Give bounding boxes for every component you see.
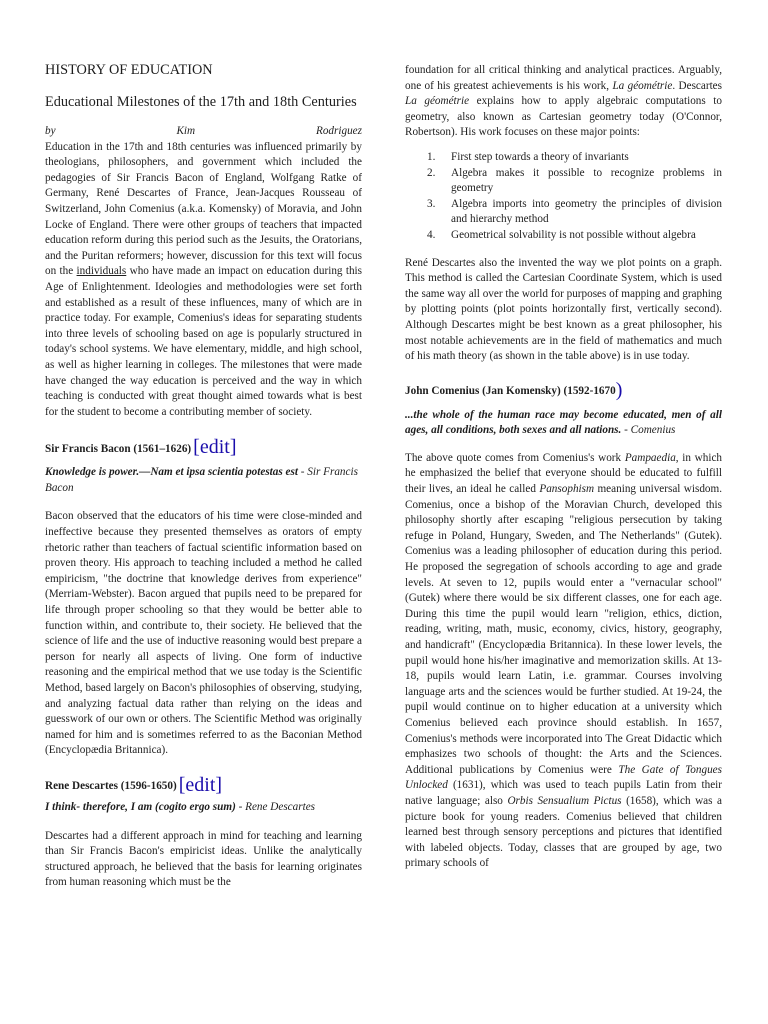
descartes-points-list [405,150,722,244]
intro-paragraph: Education in the 17th and 18th centuries was influenced primarily by theologians, philosophers, and government which included the pedagogies of Sir Francis Bacon of England, Wolfgang Ratke of Germany, René Descartes of France, Jean-Jacques Rousseau of Switzerland, John Comenius (a.k.a. Komensky) of Moravia, and John Locke of England. There were other groups of teachers that impacted education reform during this period such as the Jesuits, the Oratorians, and the Puritan reformers; however, discussion for this text will focus on the individuals who have made an impact on education during this Age of Enlightenment. Ideologies and methodologies were set forth and established as a result of these influences, many of which are in practice today. For example, Comenius's ideas for separating students into three levels of schooling based on age is popularly structured in today's school systems. We have elementary, middle, and high school, as well as higher learning in colleges. The milestones that were made have changed the way education is perceived and the way in which teaching is conducted with great thought aimed towards what is best for the student to become a contributing member of society. [45,140,363,418]
descartes-paragraph-left: Descartes had a different approach in mind for teaching and learning than Sir Francis Bacon's empiricist ideas. Unlike the analytically structured approach, he believed that the basis for learning originates from human reasoning which must be the [45,829,362,889]
page-title: HISTORY OF EDUCATION [45,62,213,78]
bacon-paragraph: Bacon observed that the educators of his time were close-minded and ineffective because they presented themselves as orators of empty rhetoric rather than teachers of factual scientific information based on proven theory. His approach to teaching included a method he called empiricism, "the doctrine that knowledge derives from experience" (Merriam-Webster). Bacon argued that pupils need to be prepared for life through proper schooling so that they would be better able to function within, and contribute to, their society. He believed that the science of life and the use of inductive reasoning would best prepare a person for nearly all aspects of living. One form of inductive reasoning and the empirical method that we use today is the Scientific Method, based largely on Bacon's philosophies of observing, studying, and analyzing factual data rather than relying on the ideas and guesswork of our own or others. The Scientific Method was originally named for him and is sometimes referred to as the Baconian Method (Encyclopædia Britannica). [45,510,362,757]
page-subtitle: Educational Milestones of the 17th and 18th Centuries [45,94,357,110]
byline [45,124,362,140]
descartes-quote: I think- therefore, I am (cogito ergo sum) - Rene Descartes [45,800,316,813]
individuals-link[interactable]: individuals [76,265,127,278]
list-item: 1. First step towards a theory of invariants [427,150,629,163]
descartes-paragraph-right: foundation for all critical thinking and analytical practices. Arguably, one of his greatest achievements is his work, La géométrie. Descartes La géométrie explains how to apply algebraic computations to geometry, also known as Cartesian geometry today (O'Connor, Robertson). His work focuses on these major points: [405,64,723,139]
list-item: 2. Algebra makes it possible to recognize problems in geometry [427,166,722,195]
list-item: 4. Geometrical solvability is not possible without algebra [427,228,696,241]
byline-first-name: Kim [176,125,196,137]
descartes-edit-link[interactable]: [ edit ] [179,775,222,795]
cartesian-paragraph: René Descartes also the invented the way we plot points on a graph. This method is called the Cartesian Coordinate System, which is used the same way all over the world for purposes of mapping and graphing by plotting points (plot points horizontally first, vertically second). Although Descartes might be best known as a great philosopher, his most notable achievements are in the field of mathematics and much of his math theory (as shown in the table above) is in use today. [405,256,722,363]
comenius-quote: ...the whole of the human race may become educated, men of all ages, all conditions, both sexes and all nations. - Comenius [405,408,722,437]
list-item: 3. Algebra imports into geometry the principles of division and hierarchy method [427,197,722,226]
byline-by: by [45,125,56,137]
comenius-paragraph: The above quote comes from Comenius's work Pampaedia, in which he emphasized the belief that everyone should be educated to fulfill their lives, an ideal he called Pansophism meaning universal wisdom. Comenius, once a bishop of the Moravian Church, developed this philosophy shortly after escaping "religious persecution by taking refuge in Poland, Hungary, Sweden, and The Netherlands" (Gutek). Comenius was a leading philosopher of education during this period. He proposed the segregation of schools according to age and grade levels. At seven to 12, pupils would enter a "vernacular school" (Gutek) where there would be six different classes, one for each age. During this time the pupil would learn "religion, ethics, diction, reading, writing, math, music, economy, civics, history, geography, and handicraft" (Encyclopædia Britannica). In these lower levels, the pupil would hone his/her imaginative and memorization skills. At 13-18, pupils would learn Latin, i.e. grammar. Courses involving language arts and the sciences would be further studied. At 19-24, the pupil would continue on to higher education at a university which Comenius believed each province should establish. In 1657, Comenius's methods were incorporated into The Great Didactic which emphasizes two schools of thought: the Arts and the Sciences. Additional publications by Comenius were The Gate of Tongues Unlocked (1631), which was used to teach pupils Latin from their native language; also Orbis Sensualium Pictus (1658), which was a picture book for young readers. Comenius believed that children learned best through sensory perceptions and pictures that identified with labeled objects. Today, classes that are grouped by age, two primary schools of [405,451,723,870]
right-column [405,0,722,872]
left-column [45,0,362,891]
bacon-edit-link[interactable]: [ edit ] [193,437,236,457]
descartes-heading: Rene Descartes (1596-1650) [ edit ] [45,775,362,795]
comenius-heading: John Comenius (Jan Komensky) (1592-1670 ) [405,378,623,401]
byline-last-name: Rodriguez [316,125,362,137]
bacon-heading: Sir Francis Bacon (1561–1626) [ edit ] [45,437,362,457]
bacon-quote: Knowledge is power.—Nam et ipsa scientia potestas est - Sir Francis Bacon [45,466,358,494]
